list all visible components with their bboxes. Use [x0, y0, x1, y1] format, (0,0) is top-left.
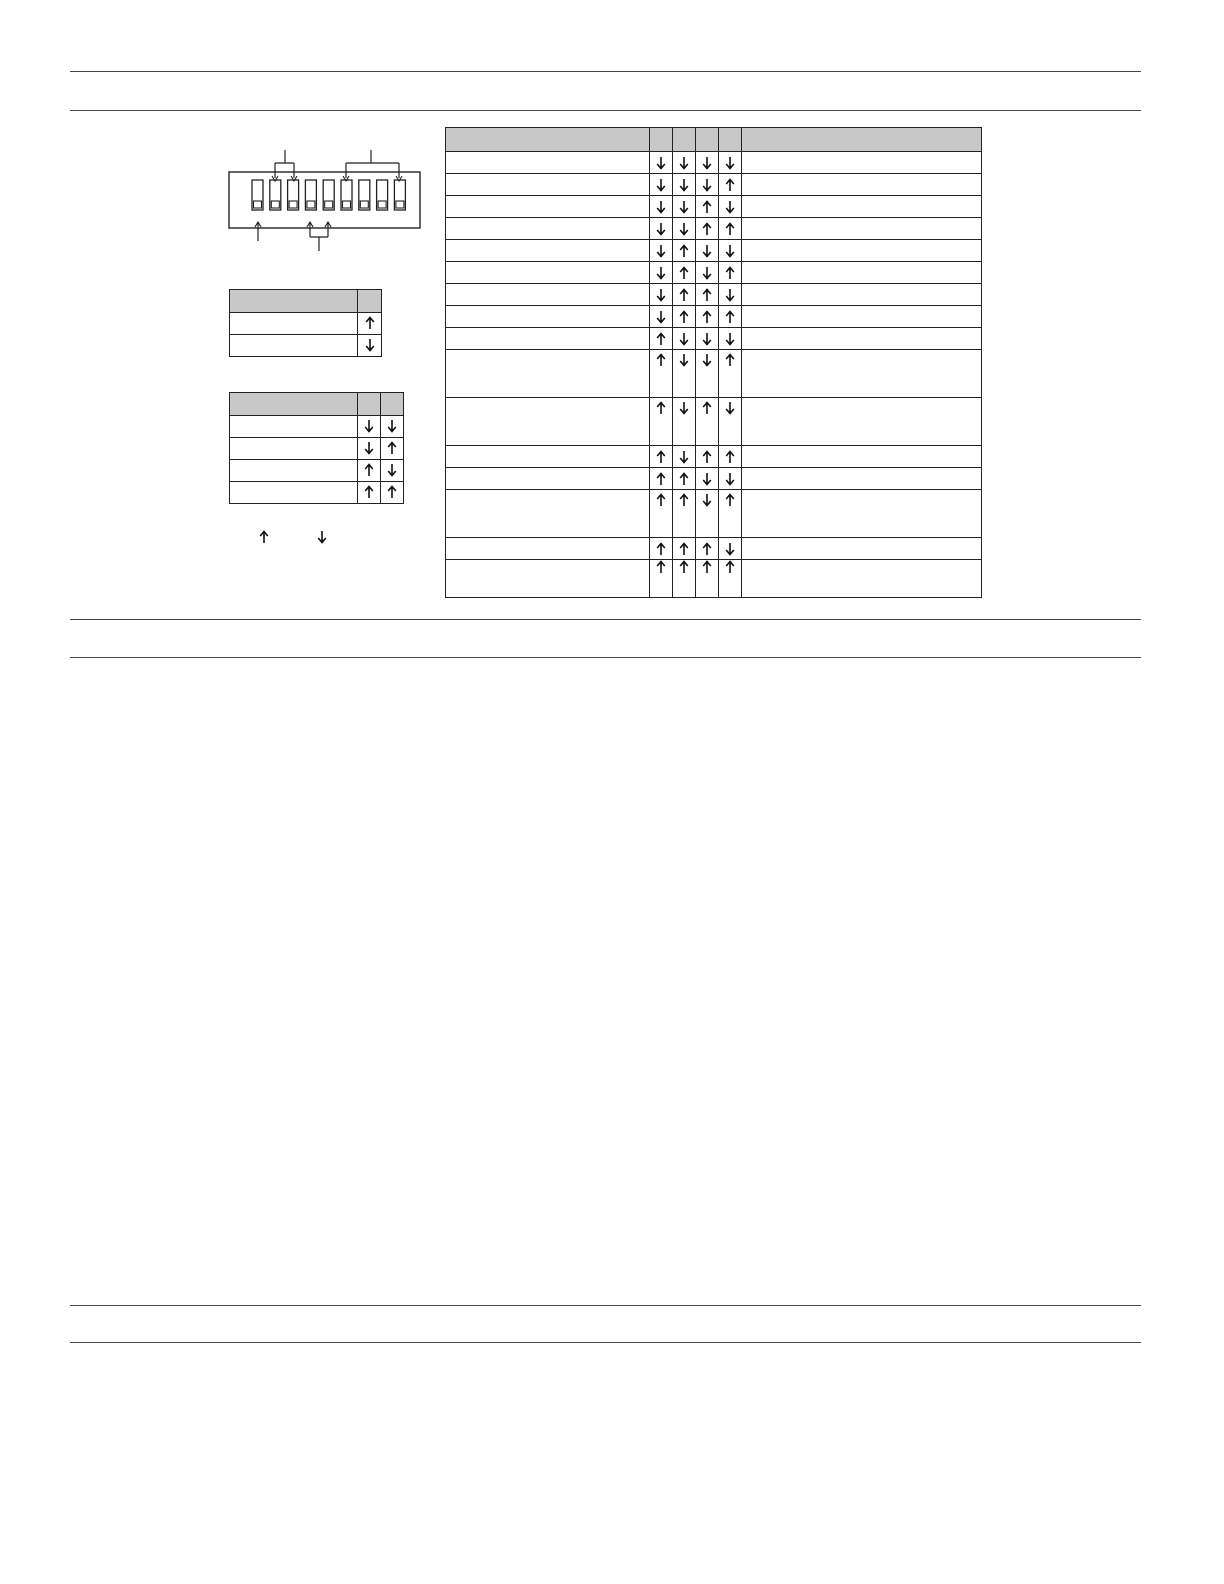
table-row — [230, 460, 404, 482]
rule-bot-a — [70, 1305, 1141, 1306]
arrow-up-icon — [725, 560, 735, 574]
arrow-up-icon — [679, 266, 689, 280]
arrow-down-icon — [679, 222, 689, 236]
arrow-down-icon — [702, 353, 712, 367]
table-row — [446, 284, 982, 306]
legend-symbol — [259, 528, 269, 546]
arrow-up-icon — [679, 310, 689, 324]
switch-settings-table — [445, 127, 982, 598]
arrow-down-icon — [317, 530, 327, 544]
table-row — [230, 313, 382, 335]
rule-bot-b — [70, 1342, 1141, 1343]
arrow-up-icon — [656, 450, 666, 464]
arrow-up-icon — [387, 485, 397, 499]
arrow-down-icon — [702, 156, 712, 170]
arrow-up-icon — [702, 560, 712, 574]
table-row — [230, 416, 404, 438]
arrow-down-icon — [656, 178, 666, 192]
arrow-down-icon — [656, 266, 666, 280]
table-row — [230, 482, 404, 504]
arrow-down-icon — [725, 332, 735, 346]
arrow-up-icon — [725, 493, 735, 507]
arrow-down-icon — [656, 200, 666, 214]
table-row — [446, 446, 982, 468]
arrow-down-icon — [679, 401, 689, 415]
arrow-down-icon — [725, 244, 735, 258]
table-row — [446, 538, 982, 560]
arrow-down-icon — [702, 332, 712, 346]
arrow-down-icon — [725, 156, 735, 170]
arrow-down-icon — [679, 178, 689, 192]
table-header-row — [230, 393, 404, 416]
arrow-down-icon — [364, 441, 374, 455]
table-header-row — [446, 128, 982, 152]
arrow-down-icon — [725, 401, 735, 415]
arrow-down-icon — [702, 178, 712, 192]
table-row — [446, 560, 982, 598]
arrow-up-icon — [702, 401, 712, 415]
arrow-up-icon — [702, 450, 712, 464]
arrow-down-icon — [702, 493, 712, 507]
table-row — [230, 335, 382, 357]
arrow-up-icon — [702, 288, 712, 302]
table-row — [446, 240, 982, 262]
arrow-down-icon — [656, 310, 666, 324]
bracket-top-right — [346, 150, 399, 178]
rule-top-a — [70, 71, 1141, 72]
arrow-up-icon — [679, 560, 689, 574]
arrow-down-icon — [702, 244, 712, 258]
table-row — [446, 196, 982, 218]
rule-mid-b — [70, 657, 1141, 658]
arrow-up-icon — [679, 472, 689, 486]
arrow-down-icon — [679, 353, 689, 367]
arrow-up-icon — [365, 316, 375, 330]
arrow-up-icon — [656, 353, 666, 367]
table-row — [446, 306, 982, 328]
arrow-down-icon — [364, 419, 374, 433]
arrow-down-icon — [679, 200, 689, 214]
arrow-up-icon — [259, 530, 269, 544]
dip-switch-diagram — [225, 145, 425, 255]
arrow-up-icon — [702, 200, 712, 214]
bracket-bottom — [307, 222, 331, 251]
table-row — [446, 218, 982, 240]
arrow-down-icon — [387, 463, 397, 477]
arrow-down-icon — [725, 542, 735, 556]
arrow-down-icon — [679, 332, 689, 346]
arrow-down-icon — [656, 288, 666, 302]
table-row — [446, 350, 982, 398]
table-header-row — [230, 290, 382, 313]
table-row — [446, 328, 982, 350]
arrow-up-icon — [702, 222, 712, 236]
rule-mid-a — [70, 619, 1141, 620]
arrow-down-icon — [679, 156, 689, 170]
arrow-up-icon — [725, 178, 735, 192]
legend-symbol — [317, 528, 327, 546]
arrow-up-icon — [702, 310, 712, 324]
arrow-up-icon — [702, 542, 712, 556]
arrow-up-icon — [364, 463, 374, 477]
arrow-up-icon — [679, 542, 689, 556]
arrow-down-icon — [702, 472, 712, 486]
table-row — [230, 438, 404, 460]
table-row — [446, 152, 982, 174]
bracket-top-left — [275, 150, 294, 178]
arrow-down-icon — [679, 450, 689, 464]
arrow-up-icon — [679, 493, 689, 507]
table-row — [446, 174, 982, 196]
arrow-up-icon — [656, 560, 666, 574]
arrow-down-icon — [725, 288, 735, 302]
arrow-up-icon — [679, 244, 689, 258]
arrow-up-icon — [725, 266, 735, 280]
arrow-up-icon — [656, 493, 666, 507]
arrow-up-icon — [387, 441, 397, 455]
arrow-up-icon — [364, 485, 374, 499]
switch-table-single — [229, 289, 382, 357]
arrow-down-icon — [656, 222, 666, 236]
arrow-up-icon — [656, 472, 666, 486]
arrow-up-icon — [725, 222, 735, 236]
arrow-down-icon — [365, 338, 375, 352]
arrow-down-icon — [702, 266, 712, 280]
arrow-up-icon — [656, 332, 666, 346]
table-row — [446, 262, 982, 284]
table-row — [446, 490, 982, 538]
arrow-up-icon — [679, 288, 689, 302]
table-row — [446, 468, 982, 490]
rule-top-b — [70, 110, 1141, 111]
arrow-down-icon — [387, 419, 397, 433]
arrow-up-icon — [656, 401, 666, 415]
arrow-up-icon — [725, 450, 735, 464]
arrow-down-icon — [725, 472, 735, 486]
arrow-up-icon — [656, 542, 666, 556]
arrow-up-icon — [725, 310, 735, 324]
arrow-down-icon — [656, 244, 666, 258]
arrow-down-icon — [725, 200, 735, 214]
switch-table-double — [229, 392, 404, 504]
arrow-down-icon — [656, 156, 666, 170]
arrow-legend — [255, 528, 335, 548]
pointer-bottom-left — [255, 222, 261, 241]
table-row — [446, 398, 982, 446]
arrow-up-icon — [725, 353, 735, 367]
